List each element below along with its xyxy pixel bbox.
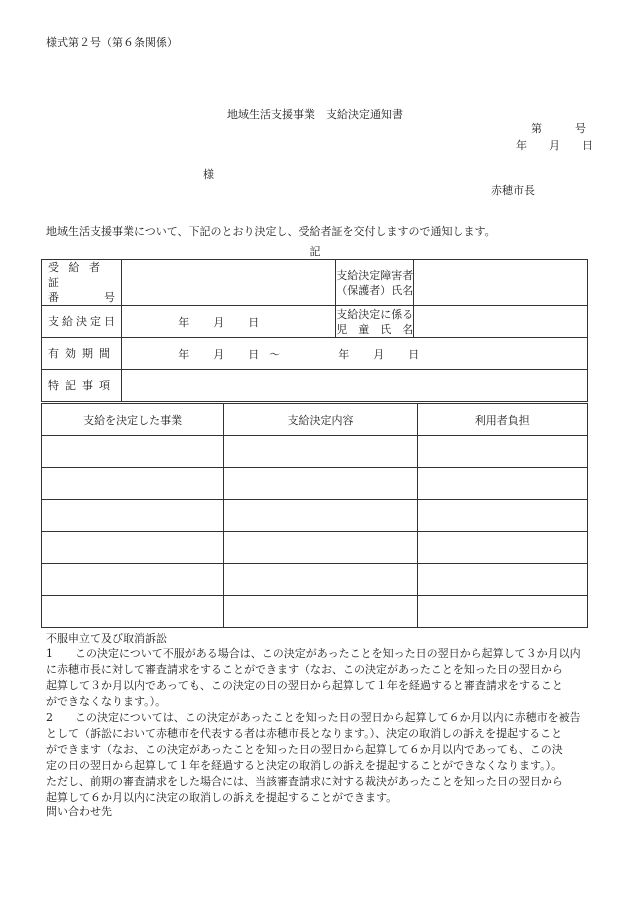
validity-end-day: 日: [408, 347, 420, 361]
table-cell[interactable]: [417, 532, 587, 564]
info-row-remarks: [42, 370, 588, 402]
validity-start-day: 日: [248, 347, 260, 361]
table-row: [42, 468, 588, 500]
services-header-content: 支給決定内容: [224, 404, 417, 436]
recipient-name-label-line2: （保護者）氏名: [336, 283, 414, 297]
validity-tilde: ～: [269, 347, 281, 361]
note-line: この決定については、この決定があったことを知った日の翌日から起算して６か月以内に赤穂市を被告: [75, 711, 581, 724]
info-row-certificate: [42, 260, 588, 306]
child-name-label-line2: 児 童 氏 名: [336, 322, 414, 336]
note-number: 1: [46, 647, 53, 660]
certificate-number-label-line1: 受 給 者 証: [48, 261, 103, 289]
table-cell[interactable]: [417, 436, 587, 468]
validity-period-value[interactable]: [122, 338, 588, 370]
document-number: 第 号: [531, 122, 586, 135]
table-cell[interactable]: [224, 436, 417, 468]
note-line: この決定について不服がある場合は、この決定があったことを知った日の翌日から起算して３か月以内: [75, 647, 581, 660]
table-cell[interactable]: [42, 436, 224, 468]
services-header-service: 支給を決定した事業: [42, 404, 224, 436]
decision-date-year: 年: [178, 315, 190, 329]
recipient-name-value[interactable]: [414, 260, 588, 306]
certificate-number-label: [42, 260, 122, 306]
validity-start-year: 年: [178, 347, 190, 361]
form-number: 様式第２号（第６条関係）: [46, 36, 178, 49]
note-line: として（訴訟において赤穂市を代表する者は赤穂市長となります。）、決定の取消しの訴えを提起すること: [46, 727, 563, 740]
decision-date-day: 日: [248, 315, 260, 329]
info-row-validity: [42, 338, 588, 370]
recipient-name-label: [336, 260, 414, 306]
table-cell[interactable]: [417, 596, 587, 628]
ki-heading: 記: [309, 245, 321, 258]
table-row: [42, 532, 588, 564]
note-line: 定の日の翌日から起算して１年を経過すると決定の取消しの訴えを提起することができなくなります。）。: [46, 759, 563, 772]
certificate-number-label-line2: 番 号: [48, 291, 118, 304]
table-cell[interactable]: [42, 596, 224, 628]
table-cell[interactable]: [42, 500, 224, 532]
appeal-heading: 不服申立て及び取消訴訟: [46, 632, 167, 645]
decision-date-value[interactable]: [122, 306, 336, 338]
appeal-note-1: [46, 646, 586, 710]
validity-end-month: 月: [373, 347, 385, 361]
table-row: [42, 564, 588, 596]
certificate-number-value[interactable]: [122, 260, 336, 306]
child-name-label-line1: 支給決定に係る: [336, 307, 414, 321]
note-line: 起算して３か月以内であっても、この決定の日の翌日から起算して１年を経過すると審査請求をすること: [46, 679, 563, 692]
appeal-note-2: [46, 710, 586, 806]
validity-period-label: 有効期間: [42, 338, 122, 370]
remarks-label: 特記事項: [42, 370, 122, 402]
contact-label: 問い合わせ先: [46, 805, 112, 818]
note-line: ができます（なお、この決定があったことを知った日の翌日から起算して６か月以内であっても、この決: [46, 743, 563, 756]
validity-start-month: 月: [213, 347, 225, 361]
table-row: [42, 596, 588, 628]
table-cell[interactable]: [42, 564, 224, 596]
table-row: [42, 500, 588, 532]
recipient-honorific: 様: [203, 168, 214, 181]
issuer-name: 赤穂市長: [491, 184, 535, 197]
remarks-value[interactable]: [122, 370, 588, 402]
note-line: ただし、前期の審査請求をした場合には、当該審査請求に対する裁決があったことを知った日の翌日から: [46, 775, 563, 788]
appeal-notes: [46, 646, 586, 806]
decision-date-label: 支給決定日: [42, 306, 122, 338]
recipient-name-label-line1: 支給決定障害者: [336, 268, 414, 282]
table-cell[interactable]: [224, 532, 417, 564]
note-line: に赤穂市長に対して審査請求をすることができます（なお、この決定があったことを知った日の翌日から: [46, 663, 563, 676]
note-number: 2: [46, 711, 53, 724]
validity-end-year: 年: [338, 347, 350, 361]
table-cell[interactable]: [224, 500, 417, 532]
child-name-value[interactable]: [414, 306, 588, 338]
page-title: 地域生活支援事業 支給決定通知書: [227, 108, 403, 121]
note-line: ができなくなります。）。: [46, 695, 167, 708]
services-table: [41, 403, 588, 628]
intro-text: 地域生活支援事業について、下記のとおり決定し、受給者証を交付しますので通知します。: [46, 225, 496, 238]
table-cell[interactable]: [224, 468, 417, 500]
table-cell[interactable]: [42, 468, 224, 500]
services-header-burden: 利用者負担: [417, 404, 587, 436]
document-date: 年 月 日: [516, 139, 593, 152]
note-line: 起算して６か月以内に決定の取消しの訴えを提起することができます。: [46, 791, 398, 804]
table-cell[interactable]: [417, 468, 587, 500]
table-cell[interactable]: [224, 564, 417, 596]
table-cell[interactable]: [224, 596, 417, 628]
table-cell[interactable]: [417, 564, 587, 596]
info-row-decision-date: [42, 306, 588, 338]
table-cell[interactable]: [417, 500, 587, 532]
child-name-label: [336, 306, 414, 338]
table-cell[interactable]: [42, 532, 224, 564]
decision-date-month: 月: [213, 315, 225, 329]
table-row: [42, 436, 588, 468]
info-table: [41, 259, 588, 402]
services-header-row: [42, 404, 588, 436]
